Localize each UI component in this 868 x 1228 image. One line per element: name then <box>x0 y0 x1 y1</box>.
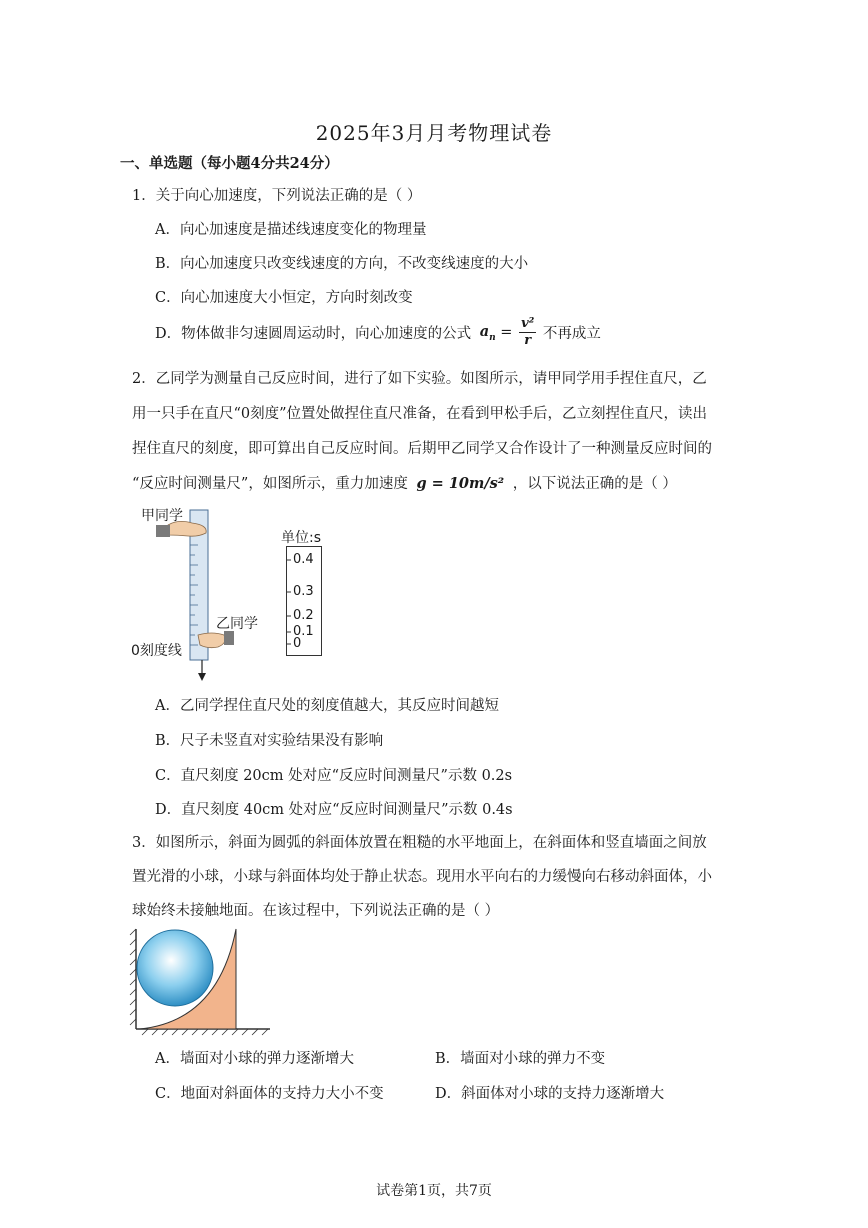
scale-tick-0-2: 0.2 <box>293 608 314 623</box>
question-2-option-b: B．尺子未竖直对实验结果没有影响 <box>155 733 384 749</box>
fall-arrow-head <box>198 673 206 681</box>
section-heading: 一、单选题（每小题4分共24分） <box>120 155 339 172</box>
option-d-text-post: 不再成立 <box>542 326 601 342</box>
question-1-option-d <box>155 316 601 349</box>
question-1-option-b: B．向心加速度只改变线速度的方向，不改变线速度的大小 <box>155 256 529 272</box>
question-2-line-2: 用一只手在直尺“0刻度”位置处做捏住直尺准备，在看到甲松手后，乙立刻捏住直尺，读出 <box>132 406 708 422</box>
gravity-formula: g = 10m/s² <box>416 475 505 492</box>
scale-tick-0-3: 0.3 <box>293 584 314 599</box>
question-1-option-a: A．向心加速度是描述线速度变化的物理量 <box>155 222 427 238</box>
page-footer: 试卷第1页，共7页 <box>376 1183 492 1199</box>
question-3-line-3: 球始终未接触地面。在该过程中，下列说法正确的是（ ） <box>132 903 500 919</box>
question-2-option-c: C．直尺刻度 20cm 处对应“反应时间测量尺”示数 0.2s <box>155 768 513 784</box>
formula-lhs: $a_n$ <box>479 322 496 343</box>
option-d-text-pre: D．物体做非匀速圆周运动时，向心加速度的公式 <box>155 326 472 342</box>
scale-tick-0-4: 0.4 <box>293 552 314 567</box>
question-3-option-b: B．墙面对小球的弹力不变 <box>435 1051 606 1067</box>
formula-fraction: $\frac{\text{v²}}{r}$ <box>521 316 535 348</box>
question-2-line-1: 2．乙同学为测量自己反应时间，进行了如下实验。如图所示，请甲同学用手捏住直尺，乙 <box>132 371 707 387</box>
question-3-line-2: 置光滑的小球，小球与斜面体均处于静止状态。现用水平向右的力缓慢向右移动斜面体，小 <box>132 869 712 885</box>
scale-tick-0-1: 0.1 <box>293 624 314 639</box>
hand-bottom <box>198 633 225 648</box>
scale-unit: 单位:s <box>281 530 322 546</box>
label-yi: 乙同学 <box>216 616 258 632</box>
label-zero-line: 0刻度线 <box>131 643 182 659</box>
question-2-option-a: A．乙同学捏住直尺处的刻度值越大，其反应时间越短 <box>155 698 499 714</box>
question-1-stem: 1．关于向心加速度，下列说法正确的是（ ） <box>132 188 422 204</box>
label-jia: 甲同学 <box>141 508 183 524</box>
question-2-option-d: D．直尺刻度 40cm 处对应“反应时间测量尺”示数 0.4s <box>155 802 513 818</box>
question-2-line-4: “反应时间测量尺”，如图所示，重力加速度 g = 10m/s² ，以下说法正确的是（ ） <box>132 475 677 492</box>
scale-tick-0: 0 <box>293 636 302 651</box>
page-title: 2025年3月月考物理试卷 <box>315 121 553 145</box>
sleeve-top <box>156 525 170 537</box>
ball <box>137 930 213 1006</box>
question-3-option-d: D．斜面体对小球的支持力逐渐增大 <box>435 1086 665 1102</box>
question-1-option-c: C．向心加速度大小恒定，方向时刻改变 <box>155 290 413 306</box>
sleeve-bottom <box>224 631 234 645</box>
question-3-line-1: 3．如图所示，斜面为圆弧的斜面体放置在粗糙的水平地面上，在斜面体和竖直墙面之间放 <box>132 835 707 851</box>
question-2-line-3: 捏住直尺的刻度，即可算出自己反应时间。后期甲乙同学又合作设计了一种测量反应时间的 <box>132 441 712 457</box>
question-3-option-a: A．墙面对小球的弹力逐渐增大 <box>155 1051 354 1067</box>
question-3-option-c: C．地面对斜面体的支持力大小不变 <box>155 1086 384 1102</box>
formula-eq: = <box>500 324 513 341</box>
incline-ball-figure <box>128 925 278 1040</box>
